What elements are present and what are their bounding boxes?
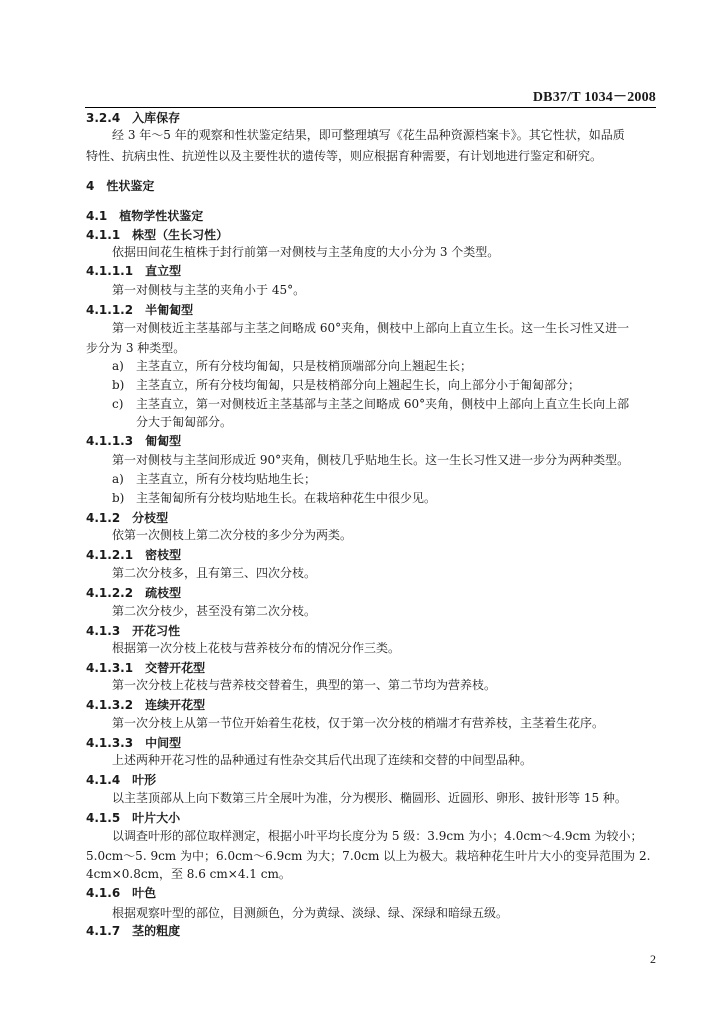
section-title: 叶色 — [132, 886, 157, 900]
section-number: 4.1.1.2 — [86, 303, 134, 317]
paragraph-continuation: 5.0cm～5. 9cm 为中；6.0cm～6.9cm 为大；7.0cm 以上为极大。栽培种花生叶片大小的变异范围为 2. — [86, 849, 651, 863]
section-number: 4 — [86, 179, 95, 193]
paragraph-continuation: 4cm×0.8cm，至 8.6 cm×4.1 cm。 — [86, 867, 291, 881]
section-number: 4.1.4 — [86, 773, 121, 787]
list-item-text: 主茎直立，所有分枝均贴地生长； — [136, 472, 317, 486]
paragraph-line: 依第一次侧枝上第二次分枝的多少分为两类。 — [112, 528, 353, 542]
section-number: 4.1.1.3 — [86, 434, 134, 448]
list-marker: b) — [112, 491, 125, 505]
section-title: 性状鉴定 — [106, 179, 155, 193]
standard-code-header: DB37/T 1034－2008 — [532, 90, 656, 105]
paragraph-line: 第一次分枝上从第一节位开始着生花枝，仅于第一次分枝的梢端才有营养枝，主茎着生花序。 — [112, 716, 605, 730]
list-item-text: 主茎直立，第一对侧枝近主茎基部与主茎之间略成 60°夹角，侧枝中上部向上直立生长向上部 — [136, 397, 630, 411]
section-heading — [86, 433, 181, 449]
section-number: 4.1.3.1 — [86, 661, 134, 675]
section-heading — [86, 227, 228, 243]
section-number: 4.1.6 — [86, 886, 121, 900]
list-marker: a) — [112, 472, 124, 486]
section-title: 叶形 — [132, 773, 157, 787]
section-title: 密枝型 — [145, 548, 182, 562]
list-marker: b) — [112, 378, 125, 392]
section-title: 疏枝型 — [145, 586, 182, 600]
section-heading — [86, 208, 203, 224]
header-rule — [85, 107, 656, 108]
section-heading — [86, 660, 205, 676]
paragraph-continuation: 特性、抗病虫性、抗逆性以及主要性状的遗传等，则应根据育种需要，有计划地进行鉴定和研究。 — [86, 149, 603, 163]
section-title: 叶片大小 — [132, 811, 181, 825]
section-number: 4.1.5 — [86, 811, 121, 825]
section-number: 4.1.3.3 — [86, 736, 134, 750]
paragraph-line: 根据观察叶型的部位，目测颜色，分为黄绿、淡绿、绿、深绿和暗绿五级。 — [112, 906, 509, 920]
section-heading — [86, 623, 180, 639]
paragraph-line: 依据田间花生植株于封行前第一对侧枝与主茎角度的大小分为 3 个类型。 — [112, 245, 500, 259]
section-title: 入库保存 — [132, 111, 181, 125]
section-title: 分枝型 — [132, 511, 169, 525]
section-title: 茎的粗度 — [132, 924, 181, 938]
section-heading — [86, 110, 180, 126]
section-heading — [86, 547, 181, 563]
section-title: 匍匐型 — [145, 434, 182, 448]
section-heading — [86, 885, 156, 901]
section-number: 4.1 — [86, 209, 108, 223]
paragraph-line: 以调查叶形的部位取样测定，根据小叶平均长度分为 5 级：3.9cm 为小；4.0cm～4.9cm 为较小； — [112, 829, 643, 843]
list-item-text: 主茎直立，所有分枝均匍匐，只是枝梢部分向上翘起生长，向上部分小于匍匐部分； — [136, 378, 581, 392]
section-number: 4.1.2 — [86, 511, 121, 525]
section-number: 4.1.7 — [86, 924, 121, 938]
section-number: 4.1.3.2 — [86, 698, 134, 712]
paragraph-continuation: 分大于匍匐部分。 — [136, 415, 233, 429]
list-item-text: 主茎匍匐所有分枝均贴地生长。在栽培种花生中很少见。 — [136, 491, 437, 505]
section-heading — [86, 735, 181, 751]
section-number: 4.1.2.1 — [86, 548, 134, 562]
section-title: 交替开花型 — [145, 661, 206, 675]
section-title: 中间型 — [145, 736, 182, 750]
paragraph-line: 第二次分枝少，甚至没有第二次分枝。 — [112, 604, 317, 618]
section-heading — [86, 772, 156, 788]
list-item — [112, 377, 580, 393]
section-heading — [86, 510, 168, 526]
list-item — [112, 471, 316, 487]
section-heading — [86, 585, 181, 601]
paragraph-continuation: 步分为 3 种类型。 — [86, 341, 186, 355]
section-heading — [86, 810, 180, 826]
list-marker: c) — [112, 397, 124, 411]
paragraph-line: 第一次分枝上花枝与营养枝交替着生，典型的第一、第二节均为营养枝。 — [112, 678, 497, 692]
list-item — [112, 396, 629, 412]
section-heading — [86, 923, 180, 939]
list-marker: a) — [112, 359, 124, 373]
section-title: 半匍匐型 — [145, 303, 194, 317]
paragraph-line: 根据第一次分枝上花枝与营养枝分布的情况分作三类。 — [112, 641, 401, 655]
section-number: 4.1.3 — [86, 624, 121, 638]
section-title: 植物学性状鉴定 — [119, 209, 204, 223]
paragraph-line: 以主茎顶部从上向下数第三片全展叶为准，分为楔形、椭圆形、近圆形、卵形、披针形等 15 种。 — [112, 791, 627, 805]
section-number: 4.1.1 — [86, 228, 121, 242]
section-number: 3.2.4 — [86, 111, 121, 125]
paragraph-line: 第一对侧枝与主茎的夹角小于 45°。 — [112, 283, 306, 297]
paragraph-line: 第一对侧枝与主茎间形成近 90°夹角，侧枝几乎贴地生长。这一生长习性又进一步分为两种类型。 — [112, 453, 630, 467]
paragraph-line: 第二次分枝多，且有第三、四次分枝。 — [112, 566, 317, 580]
paragraph-line: 经 3 年～5 年的观察和性状鉴定结果，即可整理填写《花生品种资源档案卡》。其它性状，如品质 — [112, 128, 625, 142]
section-heading — [86, 263, 181, 279]
section-title: 连续开花型 — [145, 698, 206, 712]
list-item — [112, 490, 436, 506]
section-title: 开花习性 — [132, 624, 181, 638]
section-title: 直立型 — [145, 264, 182, 278]
section-title: 株型（生长习性） — [132, 228, 229, 242]
section-number: 4.1.1.1 — [86, 264, 134, 278]
page-number: 2 — [650, 952, 656, 966]
section-heading — [86, 697, 205, 713]
section-heading — [86, 178, 154, 194]
paragraph-line: 上述两种开花习性的品种通过有性杂交其后代出现了连续和交替的中间型品种。 — [112, 753, 533, 767]
section-heading — [86, 302, 193, 318]
section-number: 4.1.2.2 — [86, 586, 134, 600]
list-item — [112, 358, 472, 374]
paragraph-line: 第一对侧枝近主茎基部与主茎之间略成 60°夹角，侧枝中上部向上直立生长。这一生长习性又进一 — [112, 321, 630, 335]
list-item-text: 主茎直立，所有分枝均匍匐，只是枝梢顶端部分向上翘起生长； — [136, 359, 473, 373]
